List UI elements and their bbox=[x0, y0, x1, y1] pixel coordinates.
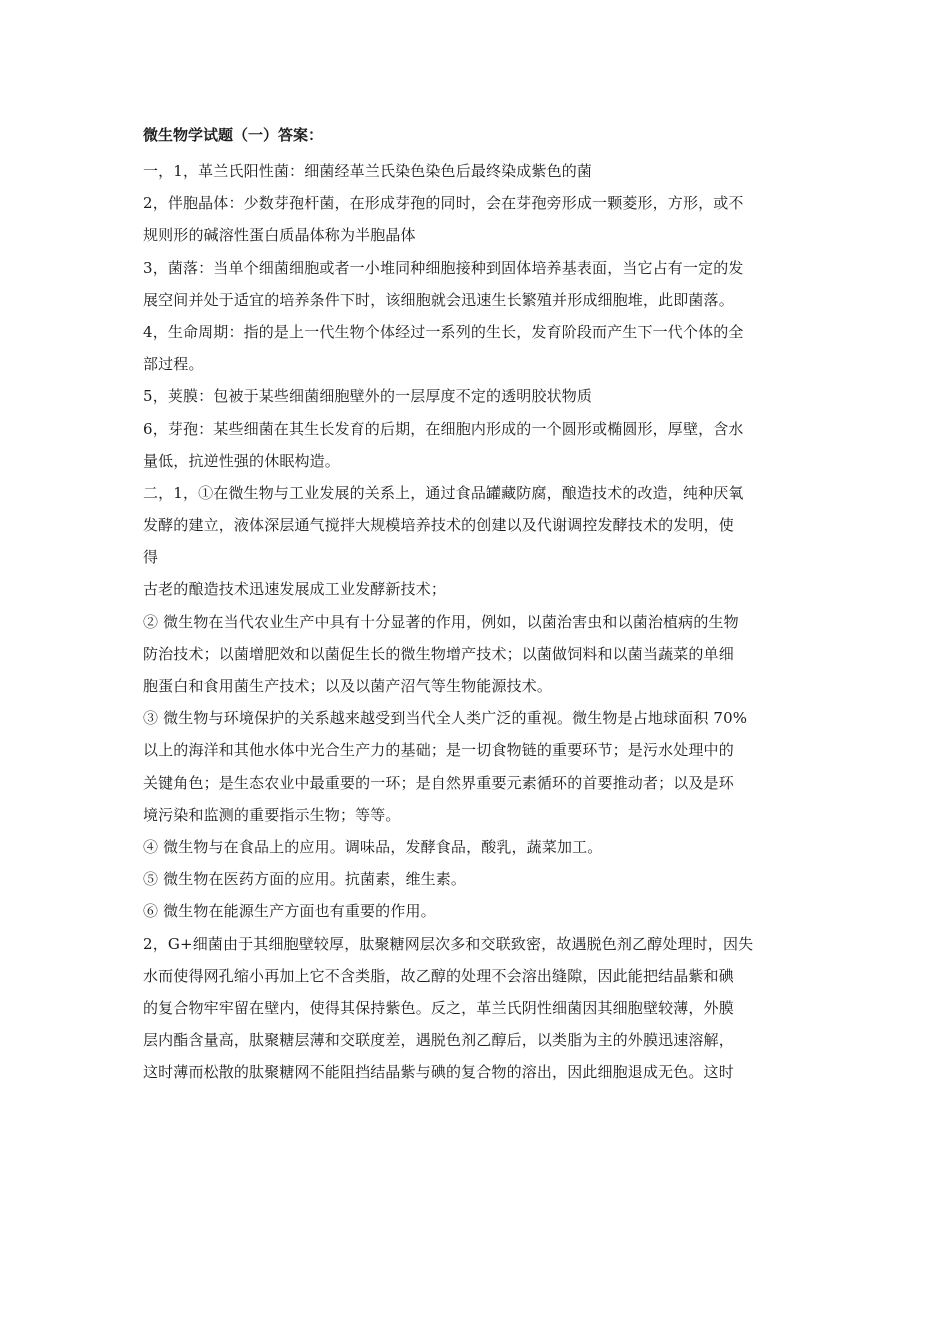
text-line: ⑥ 微生物在能源生产方面也有重要的作用。 bbox=[143, 902, 436, 921]
text-line: 的复合物牢牢留在壁内，使得其保持紫色。反之，革兰氏阴性细菌因其细胞壁较薄，外膜 bbox=[143, 998, 734, 1017]
text-line: 层内酯含量高，肽聚糖层薄和交联度差，遇脱色剂乙醇后，以类脂为主的外膜迅速溶解， bbox=[143, 1031, 734, 1050]
text-line: 规则形的碱溶性蛋白质晶体称为半胞晶体 bbox=[143, 226, 416, 245]
text-line: 2，G+细菌由于其细胞壁较厚，肽聚糖网层次多和交联致密，故遇脱色剂乙醇处理时，因失 bbox=[143, 934, 754, 953]
text-line: 得 bbox=[143, 548, 159, 567]
text-line: 部过程。 bbox=[143, 355, 204, 374]
text-line: 2，伴胞晶体：少数芽孢杆菌，在形成芽孢的同时，会在芽孢旁形成一颗菱形，方形，或不 bbox=[143, 194, 744, 213]
text-line: 古老的酿造技术迅速发展成工业发酵新技术； bbox=[143, 580, 447, 599]
text-line: 关键角色；是生态农业中最重要的一环；是自然界重要元素循环的首要推动者；以及是环 bbox=[143, 773, 734, 792]
text-line: ② 微生物在当代农业生产中具有十分显著的作用，例如，以菌治害虫和以菌治植病的生物 bbox=[143, 612, 739, 631]
text-line: 量低，抗逆性强的休眠构造。 bbox=[143, 451, 340, 470]
text-line: 防治技术；以菌增肥效和以菌促生长的微生物增产技术；以菌做饲料和以菌当蔬菜的单细 bbox=[143, 644, 734, 663]
text-line: 一，1，革兰氏阳性菌：细菌经革兰氏染色染色后最终染成紫色的菌 bbox=[143, 162, 593, 180]
text-line: ⑤ 微生物在医药方面的应用。抗菌素，维生素。 bbox=[143, 870, 467, 889]
document-title: 微生物学试题（一）答案： bbox=[143, 126, 324, 144]
text-line: 二，1，①在微生物与工业发展的关系上，通过食品罐藏防腐，酿造技术的改造，纯种厌氧 bbox=[143, 483, 744, 502]
text-line: ③ 微生物与环境保护的关系越来越受到当代全人类广泛的重视。微生物是占地球面积 70% bbox=[143, 709, 748, 728]
text-line: 3，菌落：当单个细菌细胞或者一小堆同种细胞接种到固体培养基表面，当它占有一定的发 bbox=[143, 258, 744, 277]
document-body bbox=[143, 160, 813, 1083]
text-line: 展空间并处于适宜的培养条件下时，该细胞就会迅速生长繁殖并形成细胞堆，此即菌落。 bbox=[143, 290, 734, 309]
text-line: 境污染和监测的重要指示生物；等等。 bbox=[143, 805, 401, 824]
text-line: 4，生命周期：指的是上一代生物个体经过一系列的生长，发育阶段而产生下一代个体的全 bbox=[143, 322, 744, 341]
document-page bbox=[143, 124, 813, 1093]
text-line: 水而使得网孔缩小再加上它不含类脂，故乙醇的处理不会溶出缝隙，因此能把结晶紫和碘 bbox=[143, 966, 734, 985]
text-line: 6，芽孢：某些细菌在其生长发育的后期，在细胞内形成的一个圆形或椭圆形，厚壁，含水 bbox=[143, 419, 744, 438]
text-line: 5，荚膜：包被于某些细菌细胞壁外的一层厚度不定的透明胶状物质 bbox=[143, 387, 593, 406]
text-line: 发酵的建立，液体深层通气搅拌大规模培养技术的创建以及代谢调控发酵技术的发明，使 bbox=[143, 516, 734, 535]
text-line: 胞蛋白和食用菌生产技术；以及以菌产沼气等生物能源技术。 bbox=[143, 677, 553, 695]
text-line: 以上的海洋和其他水体中光合生产力的基础；是一切食物链的重要环节；是污水处理中的 bbox=[143, 741, 734, 760]
text-line: 这时薄而松散的肽聚糖网不能阻挡结晶紫与碘的复合物的溶出，因此细胞退成无色。这时 bbox=[143, 1063, 734, 1082]
text-line: ④ 微生物与在食品上的应用。调味品，发酵食品，酸乳，蔬菜加工。 bbox=[143, 837, 603, 856]
